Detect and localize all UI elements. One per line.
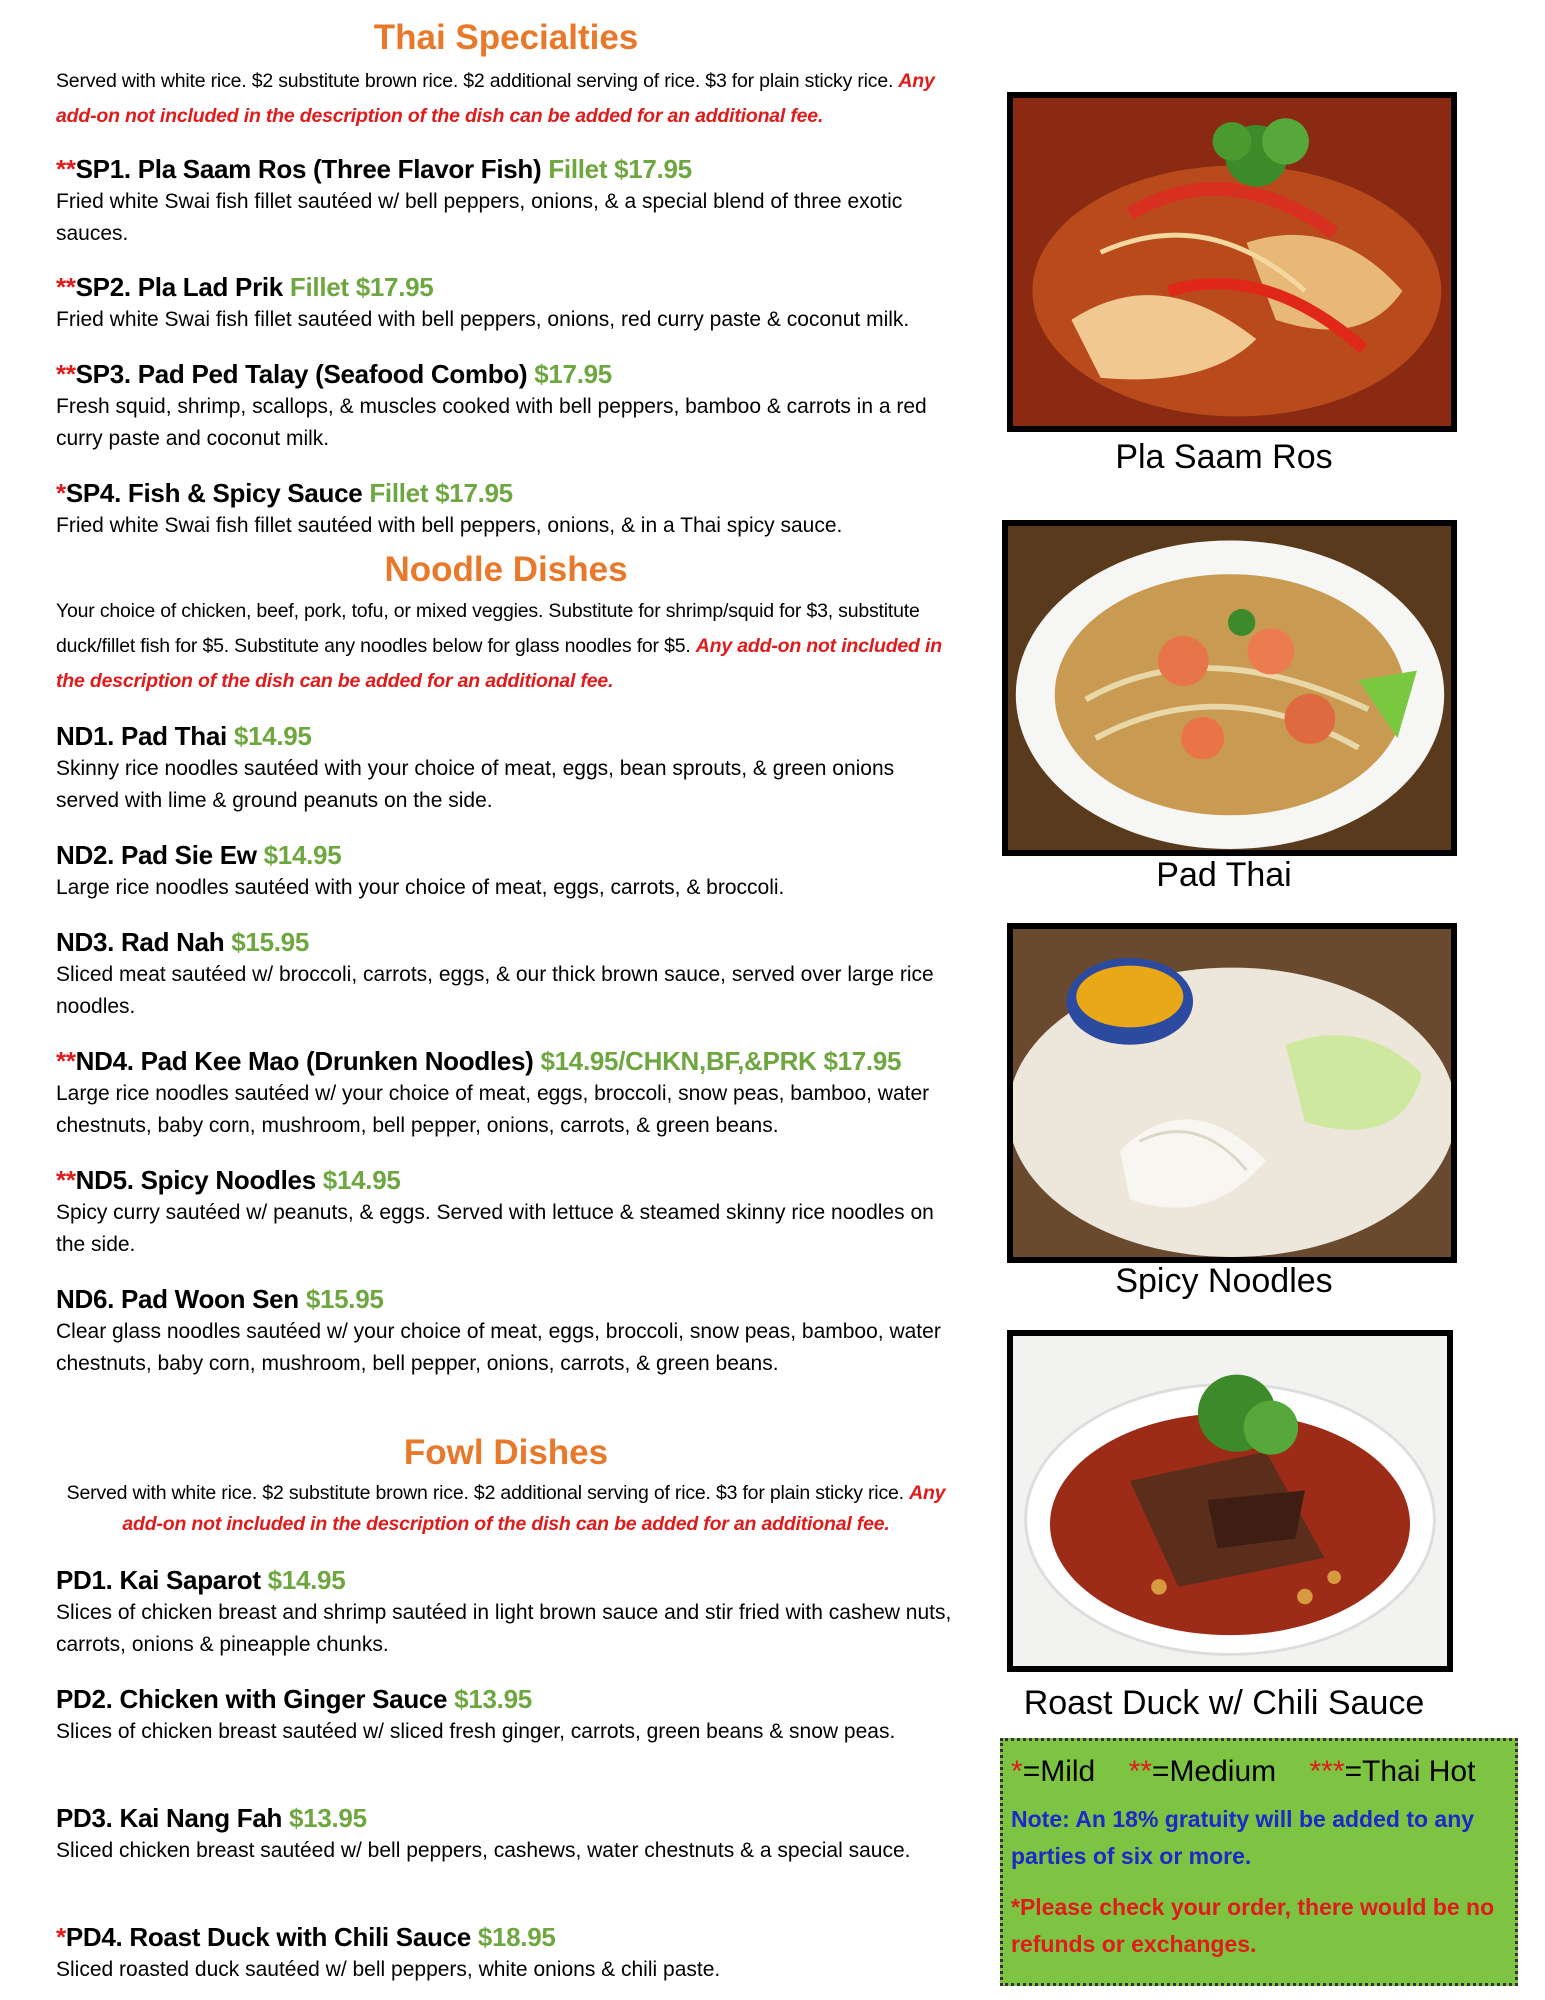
menu-item-nd1: ND1. Pad Thai $14.95 Skinny rice noodles sautéed with your choice of meat, eggs, bean sprouts, & green onions served with lime & ground peanuts on the side.: [56, 721, 895, 812]
menu-item-pd3: PD3. Kai Nang Fah $13.95 Sliced chicken breast sautéed w/ bell peppers, cashews, water chestnuts & a special sauce.: [56, 1803, 911, 1862]
refund-note: *Please check your order, there would be no refunds or exchanges.: [1011, 1894, 1495, 1957]
noodle-dishes-title: Noodle Dishes: [384, 550, 628, 589]
roast-duck-photo: [1007, 1330, 1453, 1672]
pla-saam-ros-photo: [1007, 92, 1457, 432]
pad-thai-caption: Pad Thai: [1156, 856, 1292, 894]
menu-item-nd4: **ND4. Pad Kee Mao (Drunken Noodles) $14.95/CHKN,BF,&PRK $17.95 Large rice noodles sautéed w/ your choice of meat, eggs, broccoli, snow peas, bamboo, water chestnuts, baby corn, mushroom, bell pepper, onions, carrots, & green beans.: [56, 1046, 930, 1137]
menu-item-pd4: *PD4. Roast Duck with Chili Sauce $18.95 Sliced roasted duck sautéed w/ bell peppers, white onions & chili paste.: [56, 1922, 721, 1981]
menu-item-pd2: PD2. Chicken with Ginger Sauce $13.95 Slices of chicken breast sautéed w/ sliced fresh ginger, carrots, green beans & snow peas.: [56, 1684, 896, 1743]
menu-item-pd1: PD1. Kai Saparot $14.95 Slices of chicken breast and shrimp sautéed in light brown sauce and stir fried with cashew nuts, carrots, onions & pineapple chunks.: [56, 1565, 952, 1656]
legend-box: [1000, 1738, 1518, 1986]
noodle-dishes-note: Your choice of chicken, beef, pork, tofu, or mixed veggies. Substitute for shrimp/squid for $3, substitute duck/fillet fish for $5. Substitute any noodles below for glass noodles for $5. Any add-on not included in the description of the dish can be added for an additional fee.: [56, 600, 942, 692]
menu-item-sp3: **SP3. Pad Ped Talay (Seafood Combo) $17.95 Fresh squid, shrimp, scallops, & muscles cooked with bell peppers, bamboo & carrots in a red curry paste and coconut milk.: [56, 359, 927, 450]
menu-item-nd6: ND6. Pad Woon Sen $15.95 Clear glass noodles sautéed w/ your choice of meat, eggs, broccoli, snow peas, bamboo, water chestnuts, baby corn, mushroom, bell pepper, onions, carrots, & green beans.: [56, 1284, 941, 1375]
spicy-noodles-caption: Spicy Noodles: [1115, 1262, 1333, 1300]
roast-duck-caption: Roast Duck w/ Chili Sauce: [1023, 1684, 1425, 1722]
pad-thai-photo: [1002, 520, 1457, 856]
menu-item-nd2: ND2. Pad Sie Ew $14.95 Large rice noodles sautéed with your choice of meat, eggs, carrots, & broccoli.: [56, 840, 785, 899]
menu-item-sp2: **SP2. Pla Lad Prik Fillet $17.95 Fried white Swai fish fillet sautéed with bell peppers, onions, red curry paste & coconut milk.: [56, 272, 910, 331]
thai-specialties-title: Thai Specialties: [373, 18, 639, 57]
menu-item-nd5: **ND5. Spicy Noodles $14.95 Spicy curry sautéed w/ peanuts, & eggs. Served with lettuce & steamed skinny rice noodles on the side.: [56, 1165, 934, 1256]
spice-legend: *=Mild **=Medium ***=Thai Hot: [1011, 1755, 1476, 1788]
spicy-noodles-photo: [1007, 923, 1457, 1263]
pla-saam-ros-caption: Pla Saam Ros: [1115, 438, 1333, 476]
fowl-dishes-note: Served with white rice. $2 substitute brown rice. $2 additional serving of rice. $3 for plain sticky rice. Any add-on not included in the description of the dish can be added for an additional fee.: [66, 1482, 946, 1535]
thai-specialties-note: Served with white rice. $2 substitute brown rice. $2 additional serving of rice. $3 for plain sticky rice. Any add-on not included in the description of the dish can be added for an additional fee.: [56, 70, 935, 127]
fowl-dishes-title: Fowl Dishes: [403, 1433, 609, 1472]
gratuity-note: Note: An 18% gratuity will be added to any parties of six or more.: [1011, 1806, 1475, 1869]
menu-item-sp4: *SP4. Fish & Spicy Sauce Fillet $17.95 Fried white Swai fish fillet sautéed with bell peppers, onions, & in a Thai spicy sauce.: [56, 478, 843, 537]
menu-item-sp1: **SP1. Pla Saam Ros (Three Flavor Fish) Fillet $17.95 Fried white Swai fish fillet sautéed w/ bell peppers, onions, & a special blend of three exotic sauces.: [56, 154, 903, 245]
menu-item-nd3: ND3. Rad Nah $15.95 Sliced meat sautéed w/ broccoli, carrots, eggs, & our thick brown sauce, served over large rice noodles.: [56, 927, 934, 1018]
